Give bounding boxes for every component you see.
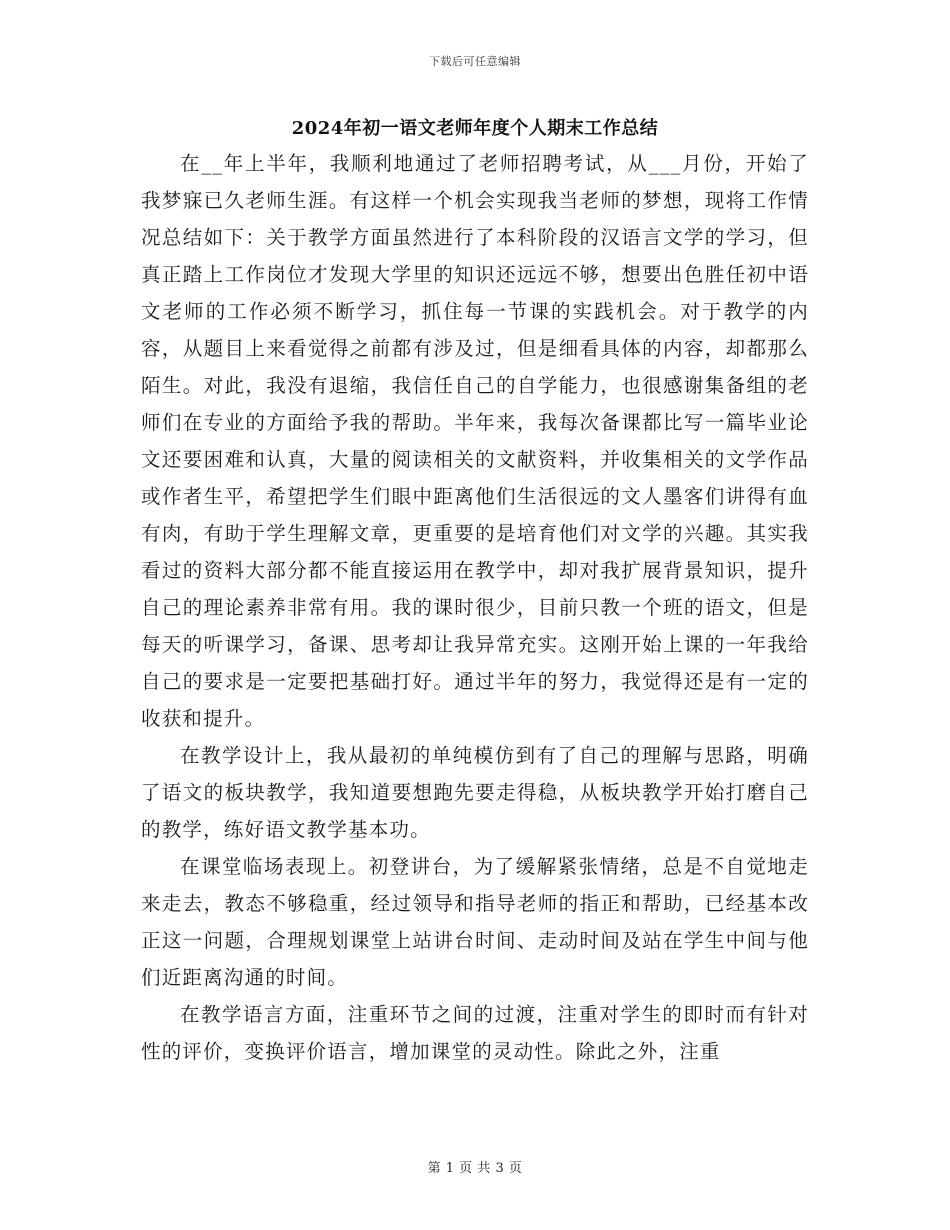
document-body [141, 145, 809, 1070]
paragraph-2: 在教学设计上，我从最初的单纯模仿到有了自己的理解与思路，明确了语文的板块教学，我知道要想跑先要走得稳，从板块教学开始打磨自己的教学，练好语文教学基本功。 [141, 744, 809, 841]
paragraph-3: 在课堂临场表现上。初登讲台，为了缓解紧张情绪，总是不自觉地走来走去，教态不够稳重，经过领导和指导老师的指正和帮助，已经基本改正这一问题，合理规划课堂上站讲台时间、走动时间及站在学生中间与他们近距离沟通的时间。 [141, 855, 809, 989]
header-note: 下载后可任意编辑 [429, 55, 521, 68]
paragraph-4: 在教学语言方面，注重环节之间的过渡，注重对学生的即时而有针对性的评价，变换评价语言，增加课堂的灵动性。除此之外，注重 [141, 1003, 809, 1063]
paragraph-1: 在__年上半年，我顺利地通过了老师招聘考试，从___月份，开始了我梦寐已久老师生涯。有这样一个机会实现我当老师的梦想，现将工作情况总结如下：关于教学方面虽然进行了本科阶段的汉语言文学的学习，但真正踏上工作岗位才发现大学里的知识还远远不够，想要出色胜任初中语文老师的工作必须不断学习，抓住每一节课的实践机会。对于教学的内容，从题目上来看觉得之前都有涉及过，但是细看具体的内容，却都那么陌生。对此，我没有退缩，我信任自己的自学能力，也很感谢集备组的老师们在专业的方面给予我的帮助。半年来，我每次备课都比写一篇毕业论文还要困难和认真，大量的阅读相关的文献资料，并收集相关的文学作品或作者生平，希望把学生们眼中距离他们生活很远的文人墨客们讲得有血有肉，有助于学生理解文章，更重要的是培育他们对文学的兴趣。其实我看过的资料大部分都不能直接运用在教学中，却对我扩展背景知识，提升自己的理论素养非常有用。我的课时很少，目前只教一个班的语文，但是每天的听课学习，备课、思考却让我异常充实。这刚开始上课的一年我给自己的要求是一定要把基础打好。通过半年的努力，我觉得还是有一定的收获和提升。 [141, 152, 809, 730]
page-number: 第 1 页 共 3 页 [427, 1161, 523, 1176]
document-title: 2024年初一语文老师年度个人期末工作总结 [291, 118, 659, 139]
